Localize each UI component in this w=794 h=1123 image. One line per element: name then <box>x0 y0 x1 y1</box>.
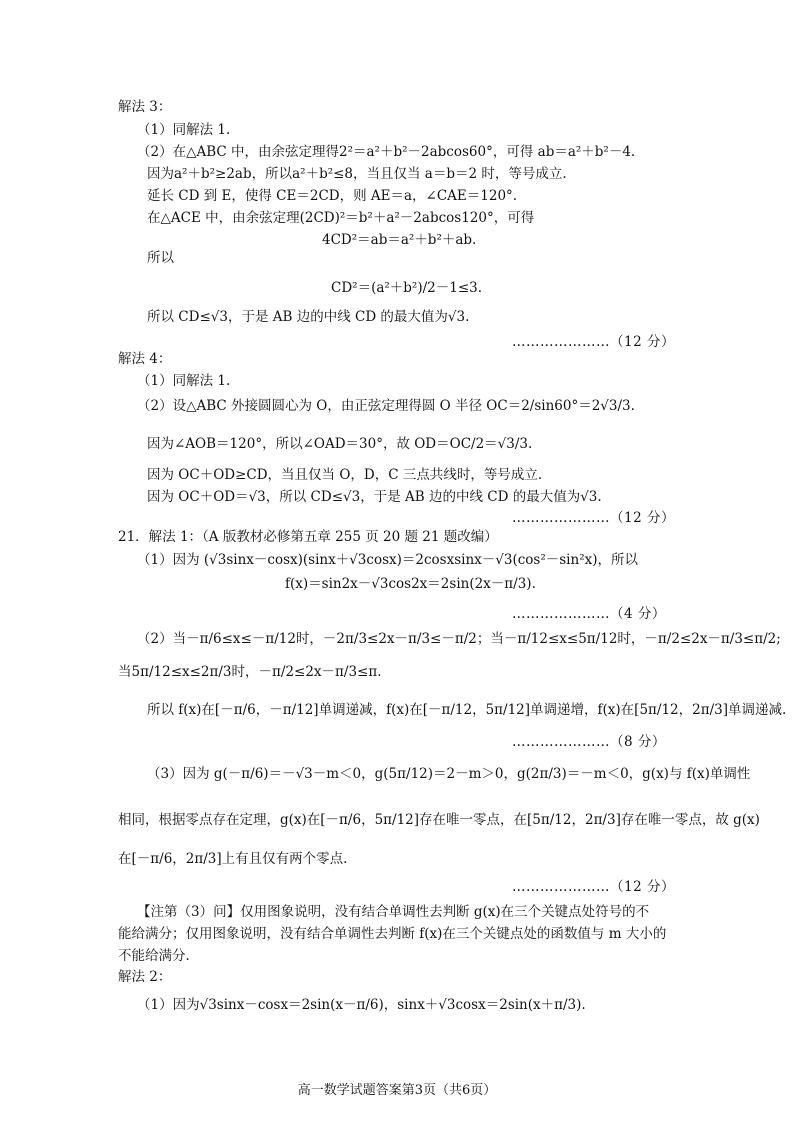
text-line-l06: 在△ACE 中，由余弦定理(2CD)²＝b²＋a²－2abcos120°，可得 <box>147 210 535 226</box>
text-line-l20: （2）当－π/6≤x≤－π/12时，－2π/3≤2x－π/3≤－π/2；当－π/12≤x≤5π/12时，－π/2≤2x－π/3≤π/2; <box>137 631 781 647</box>
score-line-s1: …………………（12 分） <box>512 334 675 350</box>
text-line-l23: （3）因为 g(－π/6)＝－√3－m＜0，g(5π/12)＝2－m＞0，g(2π/3)＝－m＜0，g(x)与 f(x)单调性 <box>147 766 751 782</box>
score-line-s4: …………………（8 分） <box>512 734 666 750</box>
score-line-s3: …………………（4 分） <box>512 606 666 622</box>
text-line-l07: 4CD²＝ab＝a²＋b²＋ab. <box>322 232 477 248</box>
text-line-l24: 相同，根据零点存在定理，g(x)在[－π/6，5π/12]存在唯一零点，在[5π/12，2π/3]存在唯一零点，故 g(x) <box>118 812 760 828</box>
text-line-l12: （1）同解法 1. <box>137 373 231 389</box>
text-line-l08: 所以 <box>147 250 174 266</box>
text-line-l11: 解法 4： <box>118 351 172 367</box>
text-line-l16: 因为 OC＋OD＝√3，所以 CD≤√3，于是 AB 边的中线 CD 的最大值为√3. <box>147 489 602 505</box>
text-line-l17: 21．解法 1：（A 版教材必修第五章 255 页 20 题 21 题改编） <box>118 529 498 545</box>
text-line-l02: （1）同解法 1. <box>137 122 231 138</box>
text-line-l25: 在[－π/6，2π/3]上有且仅有两个零点. <box>118 851 348 867</box>
text-line-l14: 因为∠AOB＝120°，所以∠OAD＝30°，故 OD＝OC/2＝√3/3. <box>147 436 533 452</box>
text-line-l15: 因为 OC＋OD≥CD，当且仅当 O，D，C 三点共线时，等号成立. <box>147 467 543 483</box>
text-line-l29: 解法 2： <box>118 969 172 985</box>
text-line-l28: 不能给满分. <box>118 948 190 964</box>
text-line-l03: （2）在△ABC 中，由余弦定理得2²＝a²＋b²－2abcos60°，可得 ab＝a²＋b²－4. <box>137 144 636 160</box>
text-line-l22: 所以 f(x)在[－π/6，－π/12]单调递减，f(x)在[－π/12，5π/12]单调递增，f(x)在[5π/12，2π/3]单调递减. <box>147 702 787 718</box>
page-footer: 高一数学试题答案第3页（共6页） <box>297 1083 497 1098</box>
text-line-l30: （1）因为√3sinx－cosx＝2sin(x－π/6)，sinx＋√3cosx＝2sin(x＋π/3). <box>137 997 586 1013</box>
text-line-l27: 能给满分；仅用图象说明，没有结合单调性去判断 f(x)在三个关键点处的函数值与 m 大小的 <box>118 926 667 942</box>
text-line-l01: 解法 3： <box>118 99 172 115</box>
score-line-s5: …………………（12 分） <box>512 879 675 895</box>
text-line-l26: 【注第（3）问】仅用图象说明，没有结合单调性去判断 g(x)在三个关键点处符号的不 <box>137 904 650 920</box>
text-line-l13: （2）设△ABC 外接圆圆心为 O，由正弦定理得圆 O 半径 OC＝2/sin60°＝2√3/3. <box>137 398 635 414</box>
text-line-l05: 延长 CD 到 E，使得 CE＝2CD，则 AE＝a，∠CAE＝120°. <box>147 188 518 204</box>
text-line-l21: 当5π/12≤x≤2π/3时，－π/2≤2x－π/3≤π. <box>118 664 382 680</box>
score-line-s2: …………………（12 分） <box>512 510 675 526</box>
text-line-l10: 所以 CD≤√3，于是 AB 边的中线 CD 的最大值为√3. <box>147 309 470 325</box>
text-line-l04: 因为a²＋b²≥2ab，所以a²＋b²≤8，当且仅当 a＝b＝2 时，等号成立. <box>147 166 567 182</box>
text-line-l18: （1）因为 (√3sinx－cosx)(sinx＋√3cosx)＝2cosxsinx－√3(cos²－sin²x)，所以 <box>137 552 638 568</box>
text-line-l19: f(x)＝sin2x－√3cos2x＝2sin(2x－π/3). <box>285 576 536 592</box>
text-line-l09: CD²＝(a²＋b²)/2－1≤3. <box>331 280 483 296</box>
